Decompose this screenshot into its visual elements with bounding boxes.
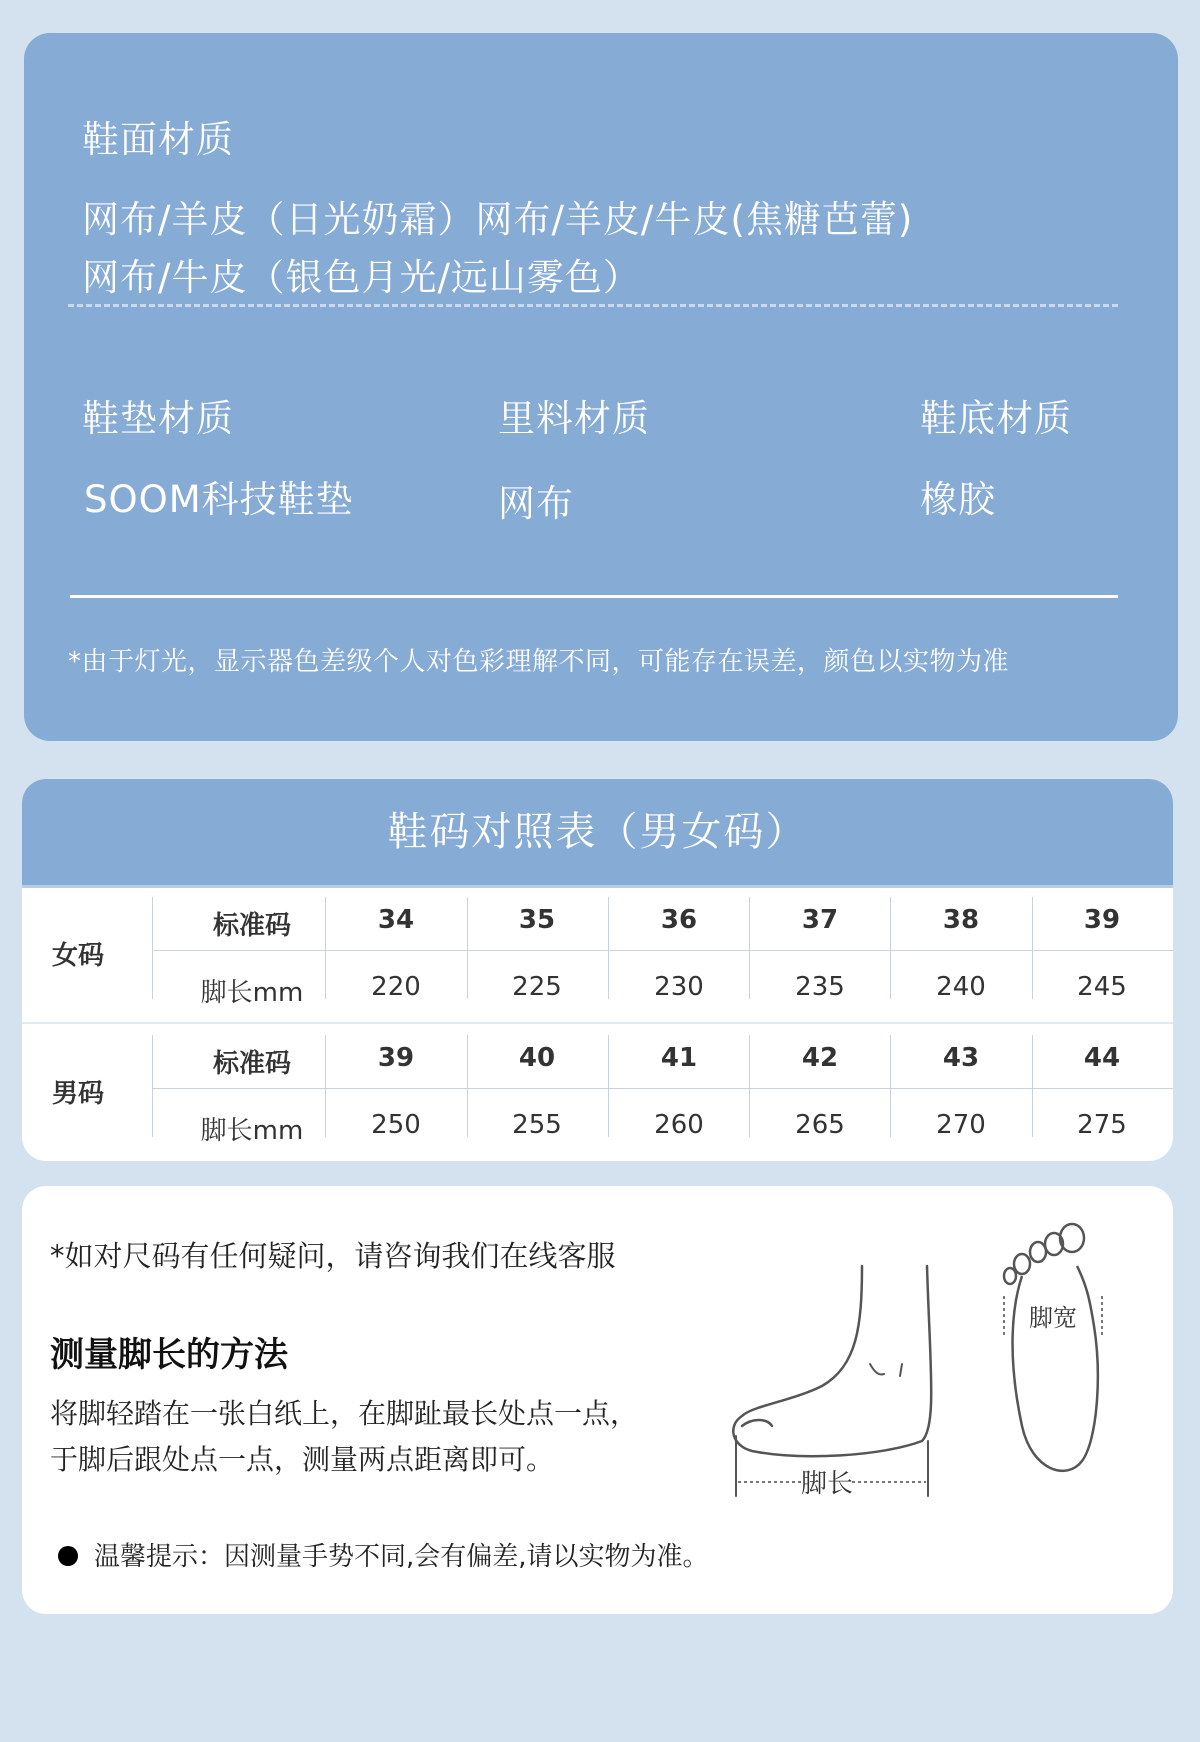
upper-material-line-1: 网布/羊皮（日光奶霜）网布/羊皮/牛皮(焦糖芭蕾) — [82, 198, 914, 241]
sole-material-value: 橡胶 — [920, 478, 996, 521]
female-group-label: 女码 — [52, 941, 105, 971]
upper-material-values — [82, 191, 913, 307]
dashed-divider — [68, 304, 1118, 307]
measure-desc-line-1: 将脚轻踏在一张白纸上，在脚趾最长处点一点， — [50, 1397, 639, 1430]
insole-material-label: 鞋垫材质 — [82, 397, 234, 440]
sole-material-label: 鞋底材质 — [920, 397, 1072, 440]
size-cell: 39 — [377, 1043, 415, 1073]
size-inquiry-note: *如对尺码有任何疑问，请咨询我们在线客服 — [50, 1239, 616, 1273]
length-cell: 250 — [371, 1110, 421, 1140]
length-cell: 230 — [654, 972, 704, 1002]
length-cell: 275 — [1077, 1110, 1127, 1140]
male-group-label: 男码 — [52, 1079, 105, 1109]
length-cell: 260 — [654, 1110, 704, 1140]
foot-measure-illustration — [722, 1206, 1152, 1586]
size-cell: 39 — [1083, 905, 1121, 935]
female-size-group — [22, 889, 1173, 1015]
row-divider — [152, 950, 1173, 951]
length-cell: 255 — [512, 1110, 562, 1140]
measure-method-description — [50, 1391, 638, 1483]
materials-card — [24, 33, 1178, 741]
bullet-icon — [58, 1546, 78, 1566]
solid-divider — [70, 595, 1118, 598]
lining-material-value: 网布 — [498, 482, 574, 525]
lining-material-label: 里料材质 — [498, 397, 650, 440]
size-chart-header-divider — [22, 885, 1173, 888]
row-divider — [152, 1088, 1173, 1089]
size-cell: 35 — [518, 905, 556, 935]
size-chart-title: 鞋码对照表（男女码） — [22, 779, 1173, 885]
length-cell: 245 — [1077, 972, 1127, 1002]
length-cell: 220 — [371, 972, 421, 1002]
size-chart-card — [22, 779, 1173, 1161]
size-cell: 41 — [660, 1043, 698, 1073]
length-cell: 240 — [936, 972, 986, 1002]
foot-length-label: 脚长mm — [200, 978, 304, 1008]
length-cell: 265 — [795, 1110, 845, 1140]
foot-width-label: 脚宽 — [1029, 1304, 1077, 1332]
measure-desc-line-2: 于脚后跟处点一点，测量两点距离即可。 — [50, 1443, 555, 1476]
measure-card — [22, 1186, 1173, 1614]
length-cell: 270 — [936, 1110, 986, 1140]
warm-tip-text: 温馨提示：因测量手势不同,会有偏差,请以实物为准。 — [94, 1542, 709, 1572]
standard-size-label: 标准码 — [212, 911, 291, 941]
size-cell: 42 — [801, 1043, 839, 1073]
insole-material-value: SOOM科技鞋垫 — [84, 478, 354, 521]
upper-material-label: 鞋面材质 — [82, 118, 234, 161]
foot-top-icon — [1004, 1224, 1098, 1471]
size-cell: 40 — [518, 1043, 556, 1073]
foot-length-label: 脚长mm — [200, 1116, 304, 1146]
size-cell: 44 — [1083, 1043, 1121, 1073]
size-cell: 36 — [660, 905, 698, 935]
size-cell: 34 — [377, 905, 415, 935]
color-disclaimer: *由于灯光，显示器色差级个人对色彩理解不同，可能存在误差，颜色以实物为准 — [68, 647, 1010, 677]
measure-method-title: 测量脚长的方法 — [50, 1335, 288, 1375]
foot-length-label: 脚长 — [800, 1469, 854, 1499]
warm-tip — [58, 1536, 709, 1573]
length-cell: 225 — [512, 972, 562, 1002]
length-cell: 235 — [795, 972, 845, 1002]
size-cell: 37 — [801, 905, 839, 935]
foot-side-icon — [733, 1266, 931, 1496]
male-size-group — [22, 1027, 1173, 1153]
size-cell: 38 — [942, 905, 980, 935]
size-cell: 43 — [942, 1043, 980, 1073]
standard-size-label: 标准码 — [212, 1049, 291, 1079]
group-divider — [22, 1022, 1173, 1024]
upper-material-line-2: 网布/牛皮（银色月光/远山雾色） — [82, 256, 641, 299]
